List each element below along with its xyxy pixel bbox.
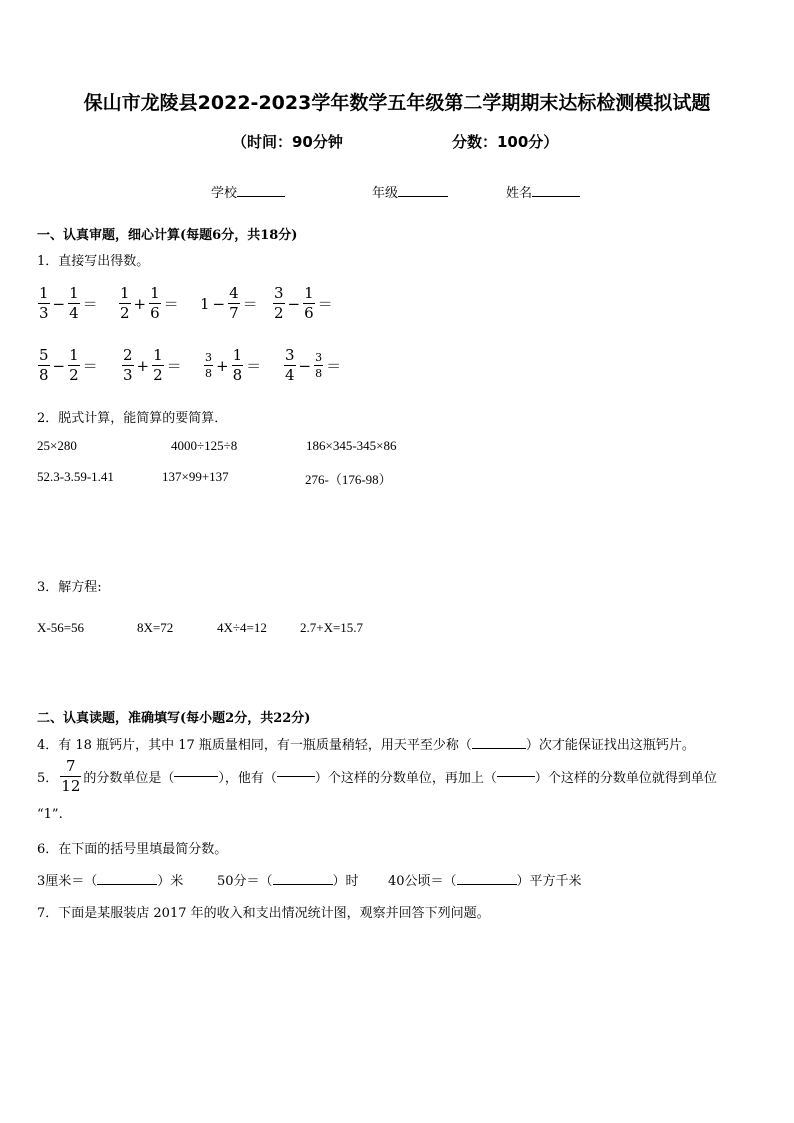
q1-expr-3: 1 − $\frac{4}{7}$ ＝ (200, 284, 258, 322)
q5: 5． $\frac{7}{12}$ 的分数单位是（ ），他有（ ）个这样的分数单位，再加上（ ）个这样的分数单位就得到单位 (37, 757, 717, 795)
time-limit: （时间：90分钟 (232, 133, 343, 151)
q2-item: 276-（176-98） (305, 472, 392, 487)
q6-item: 50分＝（ ）时 (217, 874, 359, 889)
q6-item: 3厘米＝（ ）米 (37, 874, 184, 889)
school-blank[interactable] (237, 196, 285, 197)
name-blank[interactable] (532, 196, 580, 197)
fraction: $\frac{1}{2}$ (120, 284, 130, 322)
q3-item: 4X÷4=12 (217, 620, 267, 635)
q1-expr-6: $\frac{2}{3}$ + $\frac{1}{2}$ ＝ (123, 346, 182, 384)
q1-expr-1: $\frac{1}{3}$ − $\frac{1}{4}$ ＝ (39, 284, 98, 322)
fraction: $\frac{1}{8}$ (232, 346, 243, 384)
section1-heading: 一、认真审题，细心计算(每题6分，共18分) (37, 228, 298, 243)
total-score: 分数：100分） (452, 133, 559, 151)
fraction: $\frac{3}{8}$ (205, 351, 212, 380)
q2-item: 25×280 (37, 438, 77, 453)
q1-expr-5: $\frac{5}{8}$ − $\frac{1}{2}$ ＝ (39, 346, 98, 384)
grade-blank[interactable] (398, 196, 448, 197)
fraction: $\frac{7}{12}$ (61, 757, 81, 795)
answer-blank[interactable] (97, 884, 157, 885)
q1-expr-7: $\frac{3}{8}$ + $\frac{1}{8}$ ＝ (205, 346, 262, 384)
q2-label: 2．脱式计算，能简算的要简算． (37, 411, 228, 426)
fraction: $\frac{5}{8}$ (39, 346, 49, 384)
answer-blank[interactable] (174, 776, 218, 777)
fraction: $\frac{1}{6}$ (304, 284, 314, 322)
fraction: $\frac{1}{4}$ (69, 284, 79, 322)
q7-label: 7．下面是某服装店 2017 年的收入和支出情况统计图，观察并回答下列问题。 (37, 906, 490, 921)
school-label: 学校 (211, 186, 238, 201)
fraction: $\frac{3}{4}$ (285, 346, 295, 384)
fraction: $\frac{1}{2}$ (69, 346, 79, 384)
answer-blank[interactable] (277, 776, 315, 777)
fraction: $\frac{1}{3}$ (39, 284, 49, 322)
q2-item: 137×99+137 (162, 469, 229, 484)
grade-field[interactable] (372, 182, 448, 201)
q3-label: 3．解方程: (37, 580, 102, 595)
answer-blank[interactable] (273, 884, 333, 885)
q5-line2: “1”. (37, 807, 63, 822)
fraction: $\frac{3}{2}$ (274, 284, 284, 322)
q2-item: 186×345-345×86 (306, 438, 397, 453)
fraction: $\frac{3}{8}$ (315, 351, 323, 380)
answer-blank[interactable] (457, 884, 517, 885)
answer-blank[interactable] (497, 776, 535, 777)
fraction: $\frac{2}{3}$ (123, 346, 133, 384)
fraction: $\frac{4}{7}$ (229, 284, 239, 322)
fraction: $\frac{1}{2}$ (153, 346, 163, 384)
q1-label: 1．直接写出得数。 (37, 254, 150, 269)
q6-label: 6．在下面的括号里填最简分数。 (37, 842, 228, 857)
q6-item: 40公顷＝（ ）平方千米 (388, 874, 582, 889)
name-label: 姓名 (506, 186, 533, 201)
section2-heading: 二、认真读题，准确填写(每小题2分，共22分) (37, 711, 311, 726)
fraction: $\frac{1}{6}$ (150, 284, 160, 322)
q1-expr-2: $\frac{1}{2}$ + $\frac{1}{6}$ ＝ (120, 284, 179, 322)
answer-blank[interactable] (472, 748, 526, 749)
q4: 4．有 18 瓶钙片，其中 17 瓶质量相同，有一瓶质量稍轻，用天平至少称（ ）次才能保证找出这瓶钙片。 (37, 738, 695, 753)
grade-label: 年级 (372, 186, 399, 201)
q3-item: 8X=72 (137, 620, 174, 635)
q2-item: 52.3-3.59-1.41 (37, 469, 114, 484)
q1-expr-8: $\frac{3}{4}$ − $\frac{3}{8}$ ＝ (285, 346, 342, 384)
q3-item: 2.7+X=15.7 (300, 620, 364, 635)
name-field[interactable] (506, 182, 580, 201)
q1-expr-4: $\frac{3}{2}$ − $\frac{1}{6}$ ＝ (274, 284, 333, 322)
q3-item: X-56=56 (37, 620, 85, 635)
page-title: 保山市龙陵县2022-2023学年数学五年级第二学期期末达标检测模拟试题 (83, 92, 711, 114)
q2-item: 4000÷125÷8 (171, 438, 238, 453)
school-field[interactable] (211, 182, 285, 201)
